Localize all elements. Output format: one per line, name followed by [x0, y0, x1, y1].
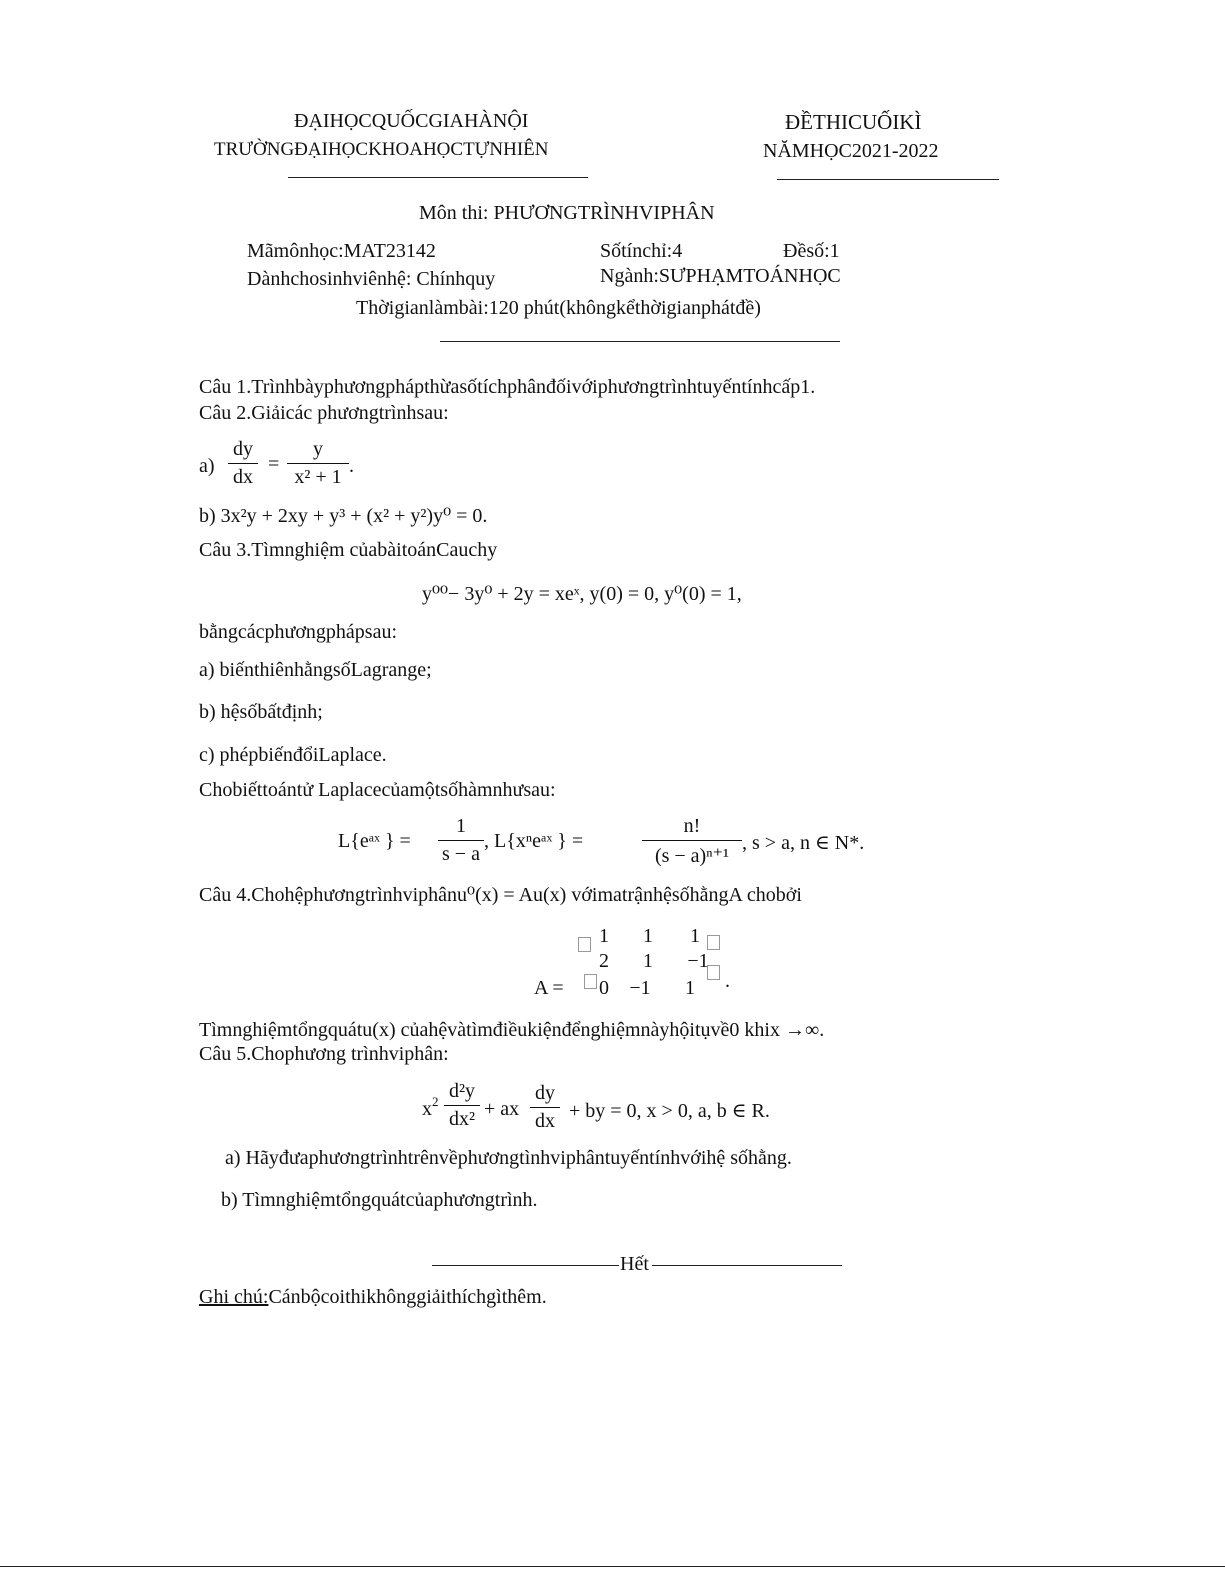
matrix-cell: 1 [599, 925, 609, 947]
course-code: Mãmônhọc:MAT23142 [247, 240, 436, 262]
subject-line: Môn thi: PHƯƠNGTRÌNHVIPHÂN [419, 202, 715, 224]
q2a-den1: dx [233, 466, 253, 488]
question-5-title: Câu 5.Chophương trìnhviphân: [199, 1043, 449, 1065]
note-text: Cánbộcoithikhônggiảithíchgìthêm. [268, 1286, 547, 1308]
info-divider [440, 341, 840, 342]
laplace-1-fraction [438, 815, 484, 866]
end-line-right [652, 1265, 842, 1266]
q2a-fraction-dydx [228, 438, 258, 489]
laplace-2-den: (s − a)ⁿ⁺¹ [654, 845, 730, 867]
q5-den1: dx² [449, 1108, 475, 1130]
q2a-num2: y [313, 438, 323, 460]
end-marker: Hết [620, 1253, 649, 1275]
matrix-cell: 2 [599, 950, 609, 972]
q2a-den2: x² + 1 [294, 466, 342, 488]
q5-fraction-dy [530, 1082, 560, 1133]
q2a-equals: = [268, 453, 280, 475]
q5-num1: d²y [449, 1080, 475, 1102]
laplace-1-num: 1 [456, 815, 466, 837]
q3-method-b: b) hệsốbấtđịnh; [199, 701, 323, 723]
q2b-equation: b) 3x²y + 2xy + y³ + (x² + y²)y⁰ = 0. [199, 505, 488, 527]
matrix-cell: 1 [643, 950, 653, 972]
credits: Sốtínchỉ:4 [600, 240, 683, 262]
matrix-cell: 1 [685, 977, 695, 999]
q3-equation: y⁰⁰− 3y⁰ + 2y = xeˣ, y(0) = 0, y⁰(0) = 1, [422, 583, 742, 605]
q2a-fraction-rhs [287, 438, 349, 489]
laplace-2-num: n! [683, 815, 701, 837]
school-year: NĂMHỌC2021-2022 [763, 140, 939, 162]
laplace-condition: , s > a, n ∈ N*. [742, 832, 865, 854]
q5-part-a: a) Hãyđưaphươngtrìnhtrênvềphươngtìnhviphântuyếntínhvớihệ sốhằng. [225, 1147, 792, 1169]
question-1: Câu 1.Trìnhbàyphươngphápthừasốtíchphânđốivớiphươngtrìnhtuyếntínhcấp1. [199, 376, 816, 398]
q3-laplace-given: Chobiếttoántử Laplacecủamộtsốhàmnhưsau: [199, 779, 556, 801]
matrix-period: . [725, 970, 730, 992]
university-name: ĐẠIHỌCQUỐCGIAHÀNỘI [294, 110, 529, 132]
matrix-label: A = [534, 977, 564, 999]
q5-den2: dx [535, 1110, 555, 1132]
q5-x-exp: 2 [432, 1094, 439, 1109]
q3-method-c: c) phépbiếnđổiLaplace. [199, 744, 387, 766]
note [199, 1286, 547, 1309]
q3-method-a: a) biếnthiênhằngsốLagrange; [199, 659, 432, 681]
faculty-name: TRƯỜNGĐẠIHỌCKHOAHỌCTỰNHIÊN [214, 139, 549, 160]
q5-x: x [422, 1098, 432, 1120]
left-divider [288, 177, 588, 178]
q5-x-squared [422, 1094, 439, 1121]
right-divider [777, 179, 999, 180]
q3-methods: bằngcácphươngphápsau: [199, 621, 398, 643]
page-bottom-border [0, 1566, 1225, 1567]
laplace-1-left: L{eᵃˣ } = [338, 830, 411, 852]
question-2-title: Câu 2.Giảicác phươngtrìnhsau: [199, 402, 449, 424]
q5-part-b: b) Tìmnghiệmtổngquátcủaphươngtrình. [221, 1189, 538, 1211]
question-4-task: Tìmnghiệmtổngquátu(x) củahệvàtìmđiềukiệnđểnghiệmnàyhộitụvề0 khix →∞. [199, 1019, 825, 1041]
q2a-period: . [349, 455, 354, 477]
exam-number: Đềsố:1 [783, 240, 840, 262]
laplace-2-left: , L{xⁿeᵃˣ } = [484, 830, 584, 852]
q5-fraction-d2y [444, 1080, 480, 1131]
matrix-cell: −1 [629, 977, 651, 999]
matrix-cell: 0 [599, 977, 609, 999]
student-type: Dànhchosinhviênhệ: Chínhquy [247, 268, 496, 290]
q2a-num1: dy [233, 438, 253, 460]
q2a-label: a) [199, 455, 215, 477]
note-label: Ghi chú: [199, 1286, 269, 1308]
end-line-left [432, 1265, 619, 1266]
exam-time: Thờigianlàmbài:120 phút(khôngkểthờigianphátđề) [356, 297, 761, 319]
matrix-cell: 1 [690, 925, 700, 947]
laplace-2-fraction [642, 815, 742, 868]
question-3-title: Câu 3.Tìmnghiệm củabàitoánCauchy [199, 539, 498, 561]
question-4-title: Câu 4.Chohệphươngtrìnhviphânu⁰(x) = Au(x) vớimatrậnhệsốhằngA chobởi [199, 884, 802, 906]
q5-mid: + ax [484, 1098, 520, 1120]
q5-tail: + by = 0, x > 0, a, b ∈ R. [569, 1100, 770, 1122]
laplace-1-den: s − a [442, 843, 480, 865]
matrix-cell: −1 [687, 950, 709, 972]
major: Ngành:SƯPHẠMTOÁNHỌC [600, 265, 841, 287]
q5-num2: dy [535, 1082, 555, 1104]
exam-title: ĐỀTHICUỐIKÌ [785, 110, 922, 134]
matrix-cell: 1 [643, 925, 653, 947]
